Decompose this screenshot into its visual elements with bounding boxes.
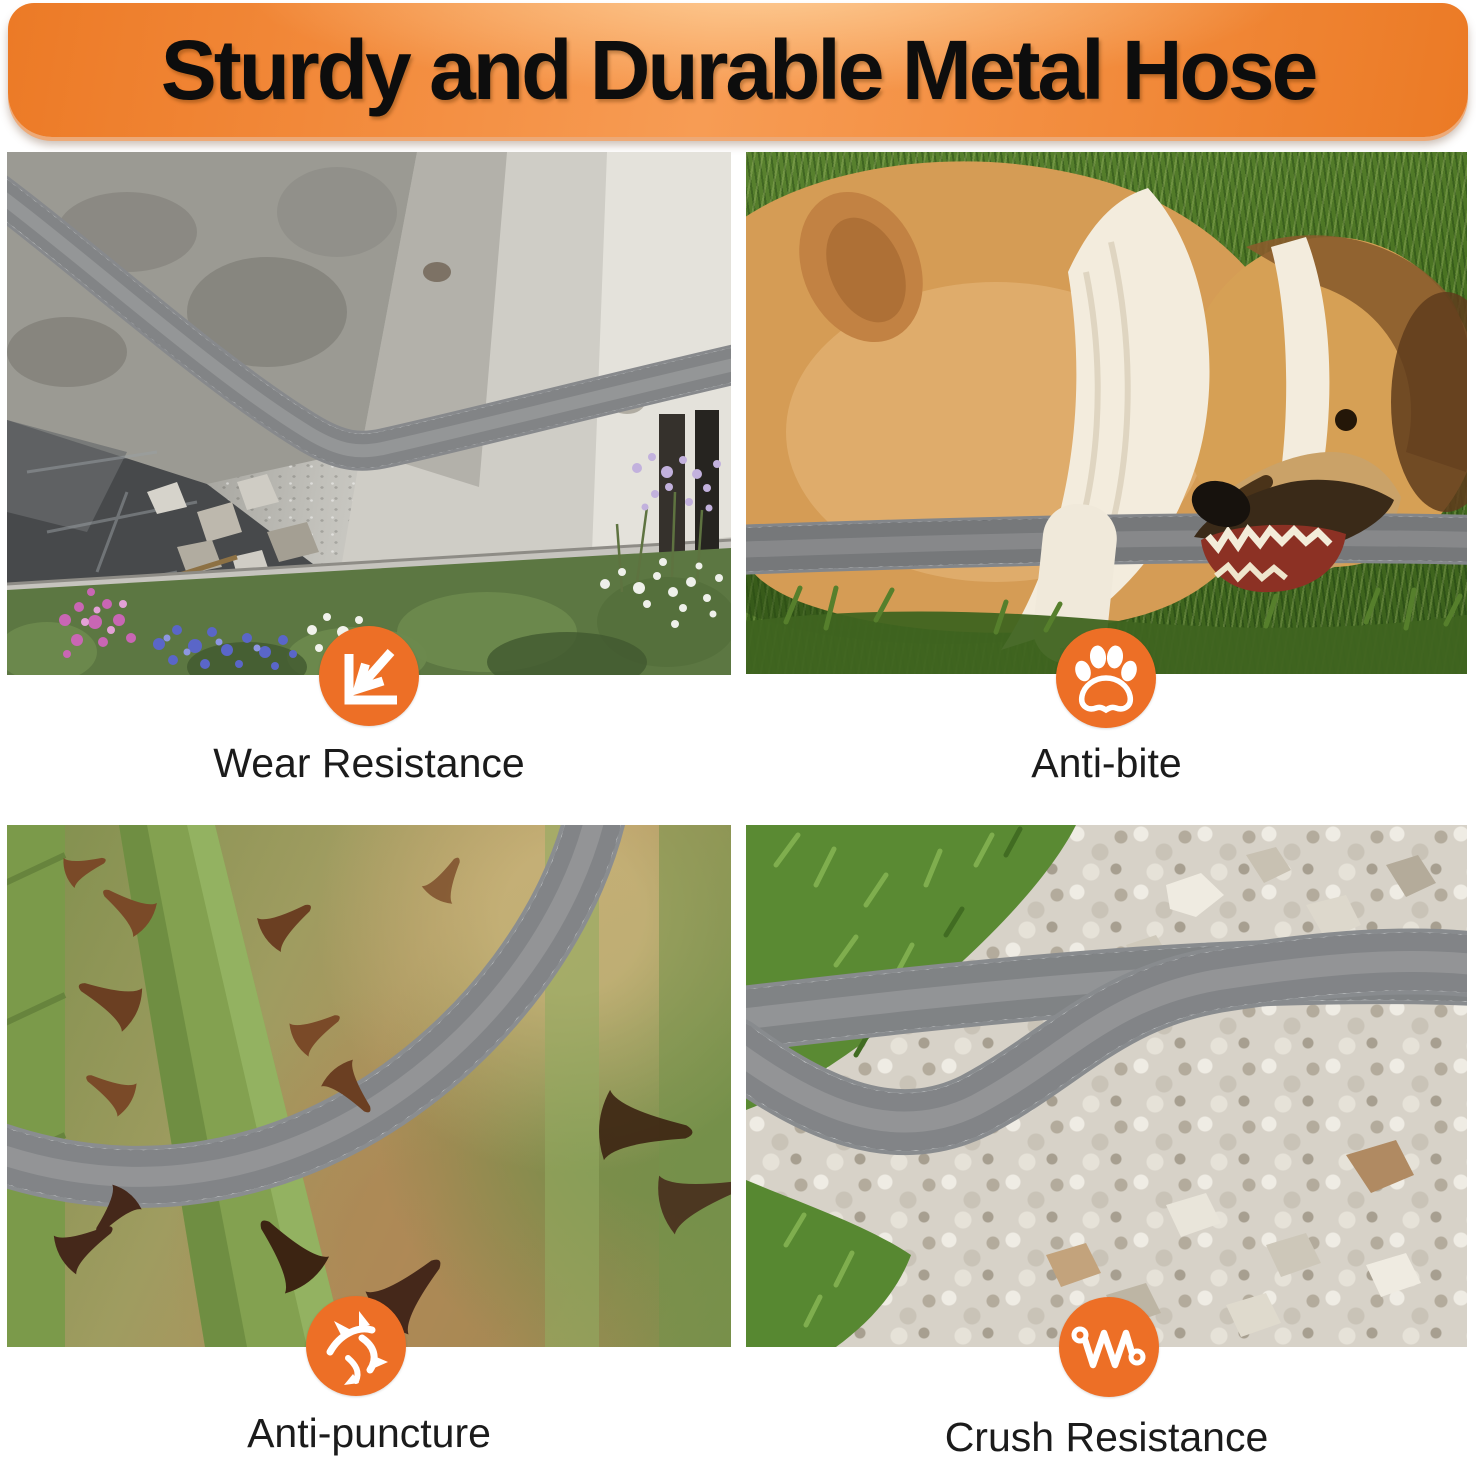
anti-puncture-scene xyxy=(7,825,731,1347)
compress-corner-arrow-icon xyxy=(319,626,419,726)
label-anti-bite: Anti-bite xyxy=(1031,740,1182,786)
anti-bite-scene xyxy=(746,152,1467,674)
banner-title: Sturdy and Durable Metal Hose xyxy=(160,23,1316,117)
anti-puncture-badge xyxy=(306,1296,406,1396)
wear-resistance-scene xyxy=(7,152,731,675)
banner xyxy=(8,3,1468,137)
photo-anti-bite xyxy=(746,152,1467,674)
label-crush-resistance: Crush Resistance xyxy=(944,1414,1269,1457)
anti-bite-badge xyxy=(1056,628,1156,728)
stones xyxy=(1046,847,1467,1337)
crush-resistance-badge xyxy=(1059,1297,1159,1397)
photo-wear-resistance xyxy=(7,152,731,675)
label-wear-resistance: Wear Resistance xyxy=(213,740,525,786)
crush-resistance-scene xyxy=(746,825,1467,1347)
wear-resistance-badge xyxy=(319,626,419,726)
label-anti-puncture: Anti-puncture xyxy=(247,1410,491,1456)
photo-crush-resistance xyxy=(746,825,1467,1347)
spring-icon xyxy=(1059,1297,1159,1397)
paw-icon xyxy=(1056,628,1156,728)
photo-anti-puncture xyxy=(7,825,731,1347)
thorn-branch-icon xyxy=(306,1296,406,1396)
